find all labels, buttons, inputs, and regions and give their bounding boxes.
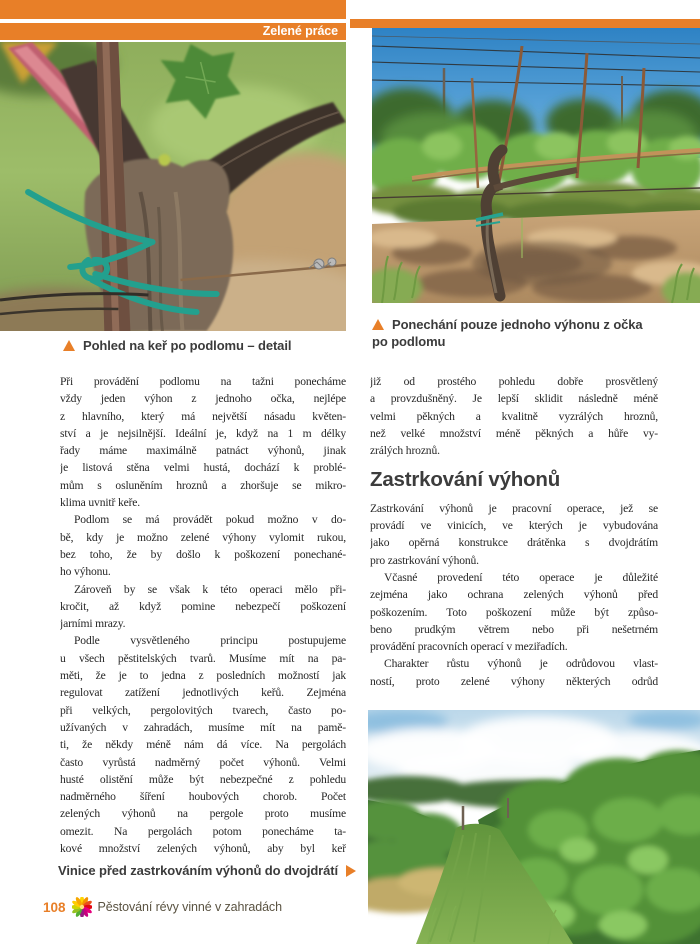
paragraph: Podle vysvětleného principu postupujeme u všech pěstitelských tvarů. Musíme mít na pa- měti, že je to jedna z posledních možností jak regulovat zatížení jednotlivých keřů. Zejména při velkých, pergolovitých tvarech, často po- užívaných v zahradách, musíme mít na pamě- ti, že někdy méně nám dá více. Na pergolách často vyrůstá nadměrný počet výhonů. Velmi husté olistění může být nebezpečné z pohledu nadměrného šíření houbových chorob. Počet zelených výhonů na pergole proto musíme omezit. Na pergolách potom ponecháme ta- kové množství zelených výhonů, aby byl keř — [60, 634, 346, 856]
triangle-right-icon — [346, 865, 356, 877]
right-column-section-text — [370, 500, 658, 690]
page-number: 108 — [43, 899, 66, 915]
photo-vine-detail — [0, 42, 346, 331]
flower-star-icon — [72, 897, 92, 917]
header-bar-right-strip — [350, 19, 700, 28]
triangle-up-icon — [63, 340, 75, 351]
paragraph: Včasné provedení této operace je důležité zejména jako ochrana zelených výhonů před poškozením. Toto poškození může být způso- beno prudkým větrem nebo při nešetrném provádění pracovních operací v meziřadích. — [370, 570, 658, 654]
caption-right-photo — [372, 316, 672, 350]
photo-vineyard-shoot — [372, 28, 700, 303]
triangle-up-icon — [372, 319, 384, 330]
vineyard-rows-illustration — [368, 710, 700, 944]
book-title: Pěstování révy vinné v zahradách — [97, 900, 282, 914]
paragraph: Podlom se má provádět pokud možno v do- bě, kdy je možno zelené výhony vylomit rukou, bez toho, že by došlo k poškození ponechané- ho výhonu. — [60, 513, 346, 579]
paragraph: Charakter růstu výhonů je odrůdovou vlast- ností, proto zelené výhony některých odrůd — [370, 657, 658, 688]
caption-left-photo — [63, 337, 291, 354]
photo-vineyard-rows — [368, 710, 700, 944]
caption-right-text-line1: Ponechání pouze jednoho výhonu z očka — [392, 317, 643, 332]
caption-bottom-photo — [40, 862, 356, 879]
caption-left-text: Pohled na keř po podlomu – detail — [83, 338, 292, 353]
right-column-intro — [370, 373, 658, 459]
caption-right-text-line2: po podlomu — [372, 334, 446, 349]
paragraph: Zastrkování výhonů je pracovní operace, jež se provádí ve vinicích, ve kterých je vybudována jako opěrná konstrukce drátěnka s dvojdrátím pro zastrkování výhonů. — [370, 501, 658, 567]
left-text-column — [60, 373, 346, 857]
section-heading: Zastrkování výhonů — [370, 468, 561, 492]
page-footer — [43, 897, 282, 917]
section-label: Zelené práce — [262, 24, 338, 38]
vineyard-shoot-illustration — [372, 28, 700, 303]
paragraph: již od prostého pohledu dobře prosvětlený a provzdušněný. Je lepší sklidit následně méně velmi pěkných a kvalitně vyzrálých hroznů, než velké množství méně pěkných a hůře vy- zrálých hroznů. — [370, 375, 658, 458]
right-text-column — [370, 373, 658, 690]
paragraph: Při provádění podlomu na tažni ponecháme vždy jeden výhon z jednoho očka, nejlépe z hlavního, který má největší násadu květen- ství a je nejsilnější. Ideální je, když na 1 m délky řady máme maximálně patnáct výhonů, jinak je listová stěna velmi hustá, dochází k problé- mům s osluněním hroznů a zhoršuje se mikro- klima uvnitř keře. — [60, 375, 346, 510]
header-bar-section — [0, 23, 346, 40]
caption-bottom-text: Vinice před zastrkováním výhonů do dvojdrátí — [58, 863, 338, 878]
vine-detail-illustration — [0, 42, 346, 331]
header-bar-top — [0, 0, 346, 19]
paragraph: Zároveň by se však k této operaci mělo při- kročit, až když pomine nebezpečí poškození jarními mrazy. — [60, 582, 346, 631]
